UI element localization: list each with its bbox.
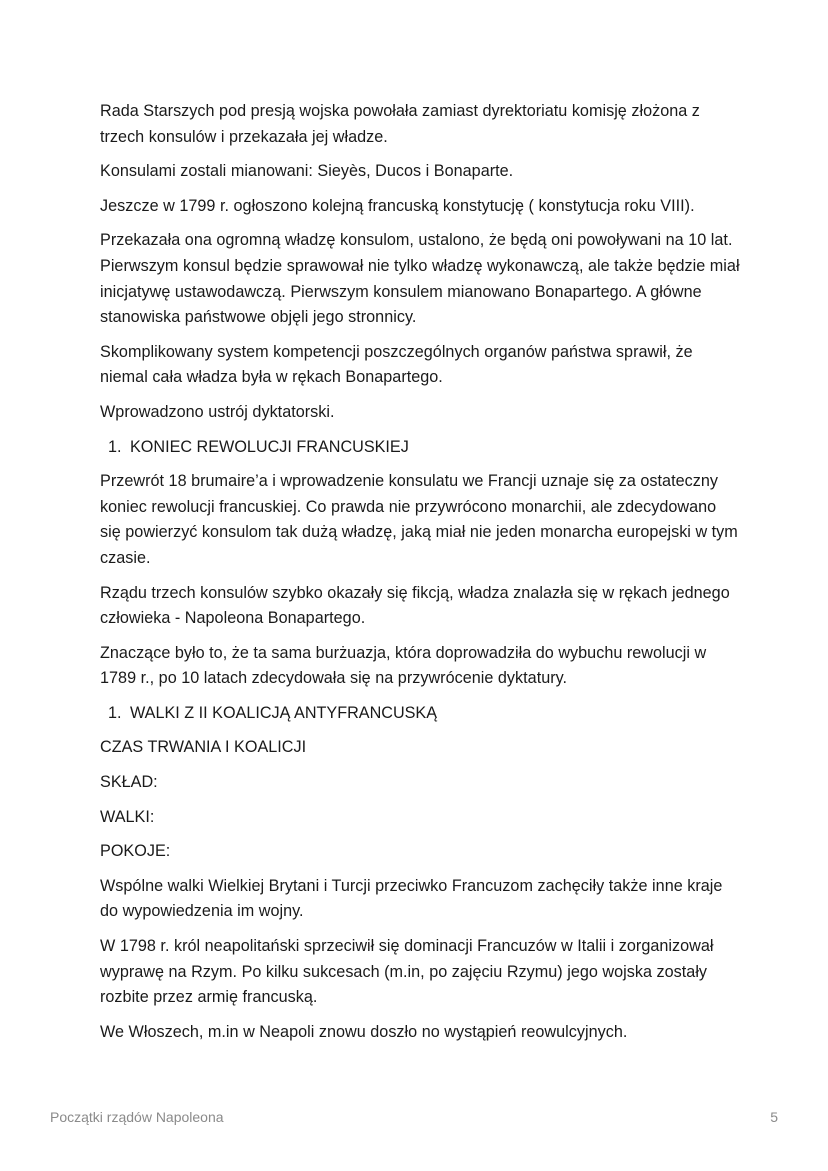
label-peace-treaties: POKOJE: xyxy=(100,842,171,861)
page-footer xyxy=(50,1109,778,1125)
paragraph: Przewrót 18 brumaire’a i wprowadzenie konsulatu we Francji uznaje się za ostateczny koniec rewolucji francuskiej. Co prawda nie przywrócono monarchii, ale zdecydowano się powierzyć konsulom tak dużą władzę, jaką miał nie jeden monarcha europejski w tym czasie. xyxy=(100,472,738,567)
paragraph: We Włoszech, m.in w Neapoli znowu doszło no wystąpień reowulcyjnych. xyxy=(100,1022,628,1041)
list-number: 1. xyxy=(108,703,122,722)
paragraph: Wprowadzono ustrój dyktatorski. xyxy=(100,402,335,421)
document-body xyxy=(100,99,740,1054)
paragraph: Konsulami zostali mianowani: Sieyès, Ducos i Bonaparte. xyxy=(100,162,514,181)
section-heading-second-coalition xyxy=(100,701,740,727)
list-number: 1. xyxy=(108,437,122,456)
page-number: 5 xyxy=(770,1109,778,1125)
label-battles: WALKI: xyxy=(100,807,155,826)
footer-title: Początki rządów Napoleona xyxy=(50,1109,224,1125)
paragraph: Skomplikowany system kompetencji poszczególnych organów państwa sprawił, że niemal cała władza była w rękach Bonapartego. xyxy=(100,342,693,387)
label-duration: CZAS TRWANIA I KOALICJI xyxy=(100,738,307,757)
section-heading-text: KONIEC REWOLUCJI FRANCUSKIEJ xyxy=(130,437,409,456)
paragraph: Wspólne walki Wielkiej Brytani i Turcji przeciwko Francuzom zachęciły także inne kraje do wypowiedzenia im wojny. xyxy=(100,876,723,921)
paragraph: Rządu trzech konsulów szybko okazały się fikcją, władza znalazła się w rękach jednego człowieka - Napoleona Bonapartego. xyxy=(100,583,730,628)
paragraph: Rada Starszych pod presją wojska powołała zamiast dyrektoriatu komisję złożona z trzech konsulów i przekazała jej władze. xyxy=(100,102,700,146)
paragraph: Przekazała ona ogromną władzę konsulom, ustalono, że będą oni powoływani na 10 lat. Pierwszym konsul będzie sprawował nie tylko władzę wykonawczą, ale także będzie miał inicjatywę ustawodawczą. Pierwszym konsulem mianowano Bonapartego. A główne stanowiska państwowe objęli jego stronnicy. xyxy=(100,231,740,327)
paragraph: W 1798 r. król neapolitański sprzeciwił się dominacji Francuzów w Italii i zorganizował wyprawę na Rzym. Po kilku sukcesach (m.in, po zajęciu Rzymu) jego wojska zostały rozbite przez armię francuską. xyxy=(100,937,714,1007)
section-heading-end-of-revolution xyxy=(100,435,740,461)
label-composition: SKŁAD: xyxy=(100,773,158,792)
paragraph: Znaczące było to, że ta sama burżuazja, która doprowadziła do wybuchu rewolucji w 1789 r., po 10 latach zdecydowała się na przywrócenie dyktatury. xyxy=(100,643,707,688)
paragraph: Jeszcze w 1799 r. ogłoszono kolejną francuską konstytucję ( konstytucja roku VIII). xyxy=(100,196,695,215)
section-heading-text: WALKI Z II KOALICJĄ ANTYFRANCUSKĄ xyxy=(130,703,438,722)
